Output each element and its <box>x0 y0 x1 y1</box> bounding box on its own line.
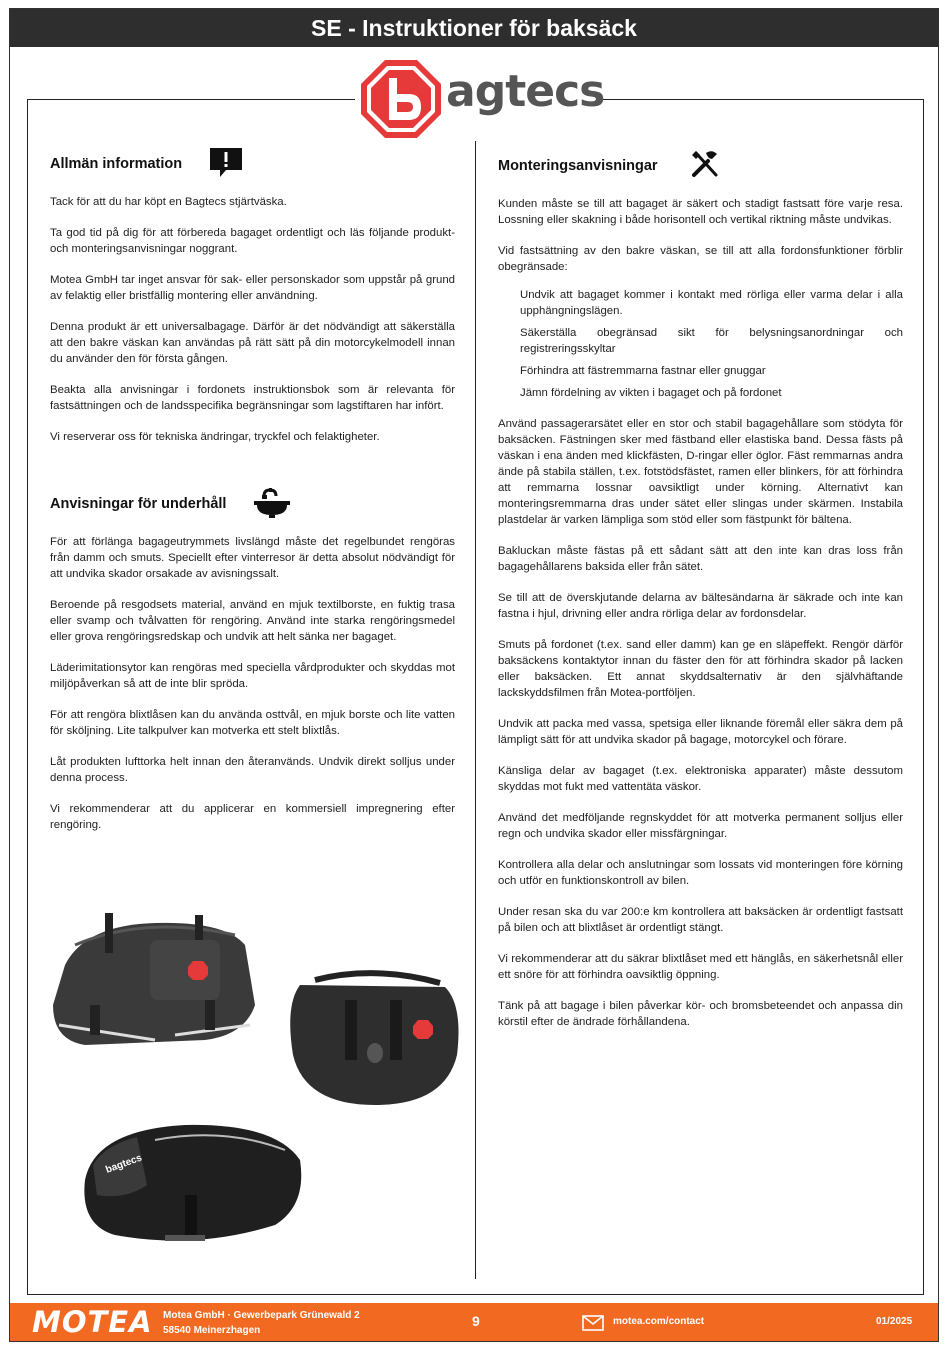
list-item: Säkerställa obegränsad sikt för belysningsanordningar och registreringsskyltar <box>520 327 903 355</box>
page-number: 9 <box>472 1313 480 1329</box>
bagtecs-b-icon <box>359 58 443 140</box>
motea-logo: MOTEA <box>32 1305 153 1339</box>
mounting-paragraph: Använd det medföljande regnskyddet för att motverka permanent solljus eller regn och undvika skador eller missfärgningar. <box>498 812 903 840</box>
washbasin-icon <box>252 486 292 523</box>
mounting-paragraph: Använd passagerarsätet eller en stor och stabil bagagehållare som stödyta för baksäcken. Fästningen sker med fästband eller elastiska band. Dessa fästs på väskan i ena änden med klickfästen, D-ringar eller öglor. Fäst remmarnas andra ände på stabila ställen, t.ex. fotstödsfästet, ramen eller blinkers, för att förhindra att remmarna lossnar oavsiktligt under körning. Alternativt kan monteringsremmarna dras under sätet eller slingas under skärmen. Instabila plastdelar är varken lämpliga som stöd eller som fästpunkt för bältena. <box>498 418 903 526</box>
page-title: SE - Instruktioner för baksäck <box>10 9 938 47</box>
product-images <box>45 905 465 1270</box>
contact-link[interactable]: motea.com/contact <box>613 1316 705 1327</box>
mounting-paragraph: Vi rekommenderar att du säkrar blixtlåset med ett hänglås, en säkerhetsnål eller ett snöre för att förhindra oavsiktlig öppning. <box>498 953 903 981</box>
list-item: Jämn fördelning av vikten i bagaget och på fordonet <box>520 387 782 399</box>
mounting-paragraph: Se till att de överskjutande delarna av bältesändarna är säkrade och inte kan fastna i hjul, drivning eller andra rörliga delar av fordonsdelar. <box>498 592 903 620</box>
mounting-intro: Vid fastsättning av den bakre väskan, se till att alla fordonsfunktioner förblir obegränsade: <box>498 245 903 273</box>
mounting-heading: Monteringsanvisningar <box>498 158 658 174</box>
mounting-paragraph: Smuts på fordonet (t.ex. sand eller damm) kan ge en släpeffekt. Rengör därför baksäckens kontaktytor innan du fäster den för att förhindra skador på lacken eller baksäcken. Ett annat skyddsalternativ är den självhäftande lackskyddsfilmen från Motea-portföljen. <box>498 639 903 699</box>
care-paragraph: Vi rekommenderar att du applicerar en kommersiell impregnering efter rengöring. <box>50 803 455 831</box>
footer-address <box>163 1308 360 1338</box>
care-paragraph: Beroende på resgodsets material, använd en mjuk textilborste, en fuktig trasa eller svamp och tvålvatten för rengöring. Använd inte starka rengöringsmedel eller grova rengöringsredskap och undvik att helt sänka ner bagaget. <box>50 599 455 643</box>
logo-wordmark: agtecs <box>446 66 605 117</box>
mounting-header <box>498 150 903 182</box>
mounting-paragraph: Bakluckan måste fästas på ett sådant sätt att den inte kan dras loss från bagagehållarens baksida eller från sätet. <box>498 545 903 573</box>
tail-bag-image <box>84 1125 301 1241</box>
footer-date: 01/2025 <box>876 1316 913 1327</box>
care-paragraph: För att rengöra blixtlåsen kan du använda osttvål, en mjuk borste och lite vatten för sköljning. Lite talkpulver kan motverka ett stelt blixtlås. <box>50 709 455 737</box>
mounting-paragraph: Under resan ska du var 200:e km kontrollera att baksäcken är ordentligt fastsatt på bilen och att blixtlåset är ordentligt stängt. <box>498 906 903 934</box>
mounting-paragraph: Undvik att packa med vassa, spetsiga eller liknande föremål eller säkra dem på lämpligt sätt för att undvika skador på bagage, motorcykel och förare. <box>498 718 903 746</box>
list-item: Undvik att bagaget kommer i kontakt med rörliga eller varma delar i alla upphängningslägen. <box>520 289 903 317</box>
general-paragraph: Tack för att du har köpt en Bagtecs stjärtväska. <box>50 196 287 208</box>
left-column <box>50 148 455 848</box>
mounting-intro: Kunden måste se till att bagaget är säkert och stadigt fastsatt före varje resa. Lossning eller skakning i både horisontell och vertikal riktning måste undvikas. <box>498 198 903 226</box>
mounting-bullet-list <box>520 287 903 401</box>
right-column <box>498 150 903 1045</box>
address-line: 58540 Meinerzhagen <box>163 1325 261 1336</box>
general-info-heading: Allmän information <box>50 156 183 172</box>
mounting-paragraph: Tänk på att bagage i bilen påverkar kör- och bromsbeteendet och anpassa din körstil efter de ändrade förhållandena. <box>498 1000 903 1028</box>
care-paragraph: Låt produkten lufttorka helt innan den återanvänds. Undvik direkt solljus under denna process. <box>50 756 455 784</box>
general-paragraph: Beakta alla anvisningar i fordonets instruktionsbok som är relevanta för fastsättningen och de landsspecifika begränsningar som lagstiftaren har infört. <box>50 384 455 412</box>
address-line: Motea GmbH · Gewerbepark Grünewald 2 <box>163 1310 360 1321</box>
alert-speech-icon <box>208 146 244 183</box>
general-info-header <box>50 148 455 180</box>
general-paragraph: Motea GmbH tar inget ansvar för sak- eller personskador som uppstår på grund av felaktig eller bristfällig montering eller användning. <box>50 274 455 302</box>
tools-icon <box>690 149 720 184</box>
bagtecs-logo <box>355 58 605 140</box>
general-paragraph: Denna produkt är ett universalbagage. Därför är det nödvändigt att säkerställa att den bakre väskan kan användas på rätt sätt på din motorcykelmodell innan du använder den för första gången. <box>50 321 455 365</box>
list-item: Förhindra att fästremmarna fastnar eller gnuggar <box>520 365 766 377</box>
saddlebag-image <box>53 913 255 1045</box>
svg-text:bagtecs: bagtecs <box>104 1152 144 1176</box>
care-paragraph: Läderimitationsytor kan rengöras med speciella vårdprodukter och skyddas mot miljöpåverkan så att de inte blir spröda. <box>50 662 455 690</box>
product-bags-illustration <box>45 905 465 1270</box>
column-divider <box>475 141 476 1279</box>
duffel-bag-image <box>290 973 458 1105</box>
mounting-paragraph: Känsliga delar av bagaget (t.ex. elektroniska apparater) måste dessutom skyddas mot fukt med vattentäta väskor. <box>498 765 903 793</box>
general-paragraph: Vi reserverar oss för tekniska ändringar, tryckfel och felaktigheter. <box>50 431 380 443</box>
care-header <box>50 488 455 520</box>
general-paragraph: Ta god tid på dig för att förbereda bagaget ordentligt och läs följande produkt- och monteringsanvisningar noggrant. <box>50 227 455 255</box>
mounting-paragraph: Kontrollera alla delar och anslutningar som lossats vid monteringen före körning och utför en funktionskontroll av bilen. <box>498 859 903 887</box>
envelope-icon <box>582 1315 604 1336</box>
care-paragraph: För att förlänga bagageutrymmets livslängd måste det regelbundet rengöras från damm och smuts. Speciellt efter vinterresor är detta absolut nödvändigt för att undvika skador orsakade av avisningssalt. <box>50 536 455 580</box>
footer-bar <box>10 1303 938 1341</box>
care-heading: Anvisningar för underhåll <box>50 496 227 512</box>
